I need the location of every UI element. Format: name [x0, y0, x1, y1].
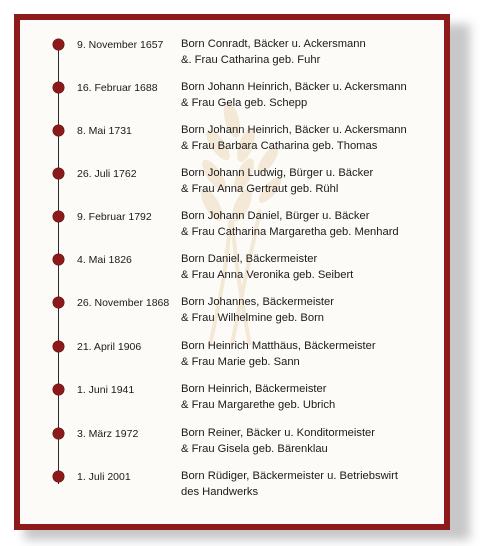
entry-line-2: & Frau Barbara Catharina geb. Thomas	[181, 139, 378, 152]
entry-line-1: Born Heinrich, Bäckermeister	[181, 383, 327, 395]
timeline-entry	[20, 296, 444, 332]
timeline-entry	[20, 253, 444, 289]
entry-date: 1. Juli 2001	[77, 471, 131, 483]
timeline-entry	[20, 81, 444, 117]
timeline-entry	[20, 167, 444, 203]
timeline-panel	[20, 20, 444, 524]
entry-description	[181, 382, 335, 413]
entry-description	[181, 295, 334, 326]
entry-line-2: & Frau Gela geb. Schepp	[181, 96, 308, 109]
timeline-marker	[53, 168, 64, 179]
entry-date: 16. Februar 1688	[77, 82, 158, 94]
entry-line-1: Born Johann Heinrich, Bäcker u. Ackersmann	[181, 81, 407, 93]
entry-description	[181, 426, 375, 457]
entry-date: 8. Mai 1731	[77, 125, 132, 137]
entry-date: 9. November 1657	[77, 39, 164, 51]
entry-line-2: & Frau Margarethe geb. Ubrich	[181, 398, 336, 411]
entry-line-1: Born Rüdiger, Bäckermeister u. Betriebswirt	[181, 470, 398, 482]
timeline-marker	[53, 384, 64, 395]
entry-description	[181, 209, 399, 240]
entry-date: 9. Februar 1792	[77, 211, 152, 223]
entry-line-2: & Frau Catharina Margaretha geb. Menhard	[181, 225, 399, 238]
entry-line-1: Born Johann Heinrich, Bäcker u. Ackersmann	[181, 124, 407, 136]
entry-line-2: & Frau Gisela geb. Bärenklau	[181, 442, 328, 455]
entry-date: 1. Juni 1941	[77, 384, 135, 396]
entry-line-1: Born Heinrich Matthäus, Bäckermeister	[181, 340, 376, 352]
entry-date: 26. Juli 1762	[77, 168, 137, 180]
entry-description	[181, 80, 407, 111]
timeline-marker	[53, 125, 64, 136]
entry-date: 21. April 1906	[77, 341, 142, 353]
entry-line-2: & Frau Wilhelmine geb. Born	[181, 311, 325, 324]
entry-line-2: &. Frau Catharina geb. Fuhr	[181, 53, 321, 66]
entry-description	[181, 123, 407, 154]
timeline-entry	[20, 470, 444, 506]
entry-description	[181, 339, 376, 370]
timeline-marker	[53, 341, 64, 352]
timeline-entry	[20, 210, 444, 246]
entry-line-1: Born Daniel, Bäckermeister	[181, 253, 318, 265]
timeline-entry	[20, 340, 444, 376]
entry-line-1: Born Johannes, Bäckermeister	[181, 296, 334, 308]
entry-description	[181, 37, 366, 68]
timeline-marker	[53, 254, 64, 265]
timeline-marker	[53, 297, 64, 308]
entry-line-2: & Frau Anna Veronika geb. Seibert	[181, 268, 354, 281]
entry-description	[181, 469, 398, 500]
entry-line-2: des Handwerks	[181, 485, 259, 498]
timeline-marker	[53, 428, 64, 439]
timeline-entry	[20, 427, 444, 463]
entry-line-2: & Frau Anna Gertraut geb. Rühl	[181, 182, 339, 195]
entry-line-2: & Frau Marie geb. Sann	[181, 355, 300, 368]
entry-date: 26. November 1868	[77, 297, 170, 309]
entry-description	[181, 252, 353, 283]
timeline-entry	[20, 383, 444, 419]
entry-line-1: Born Johann Ludwig, Bürger u. Bäcker	[181, 167, 374, 179]
timeline-marker	[53, 211, 64, 222]
timeline-marker	[53, 471, 64, 482]
entry-line-1: Born Conradt, Bäcker u. Ackersmann	[181, 38, 366, 50]
timeline-entry	[20, 38, 444, 74]
entry-date: 4. Mai 1826	[77, 254, 132, 266]
entry-date: 3. März 1972	[77, 428, 139, 440]
entry-line-1: Born Reiner, Bäcker u. Konditormeister	[181, 427, 376, 439]
entry-description	[181, 166, 373, 197]
timeline-entry	[20, 124, 444, 160]
timeline-marker	[53, 39, 64, 50]
timeline-marker	[53, 82, 64, 93]
entry-line-1: Born Johann Daniel, Bürger u. Bäcker	[181, 210, 370, 222]
